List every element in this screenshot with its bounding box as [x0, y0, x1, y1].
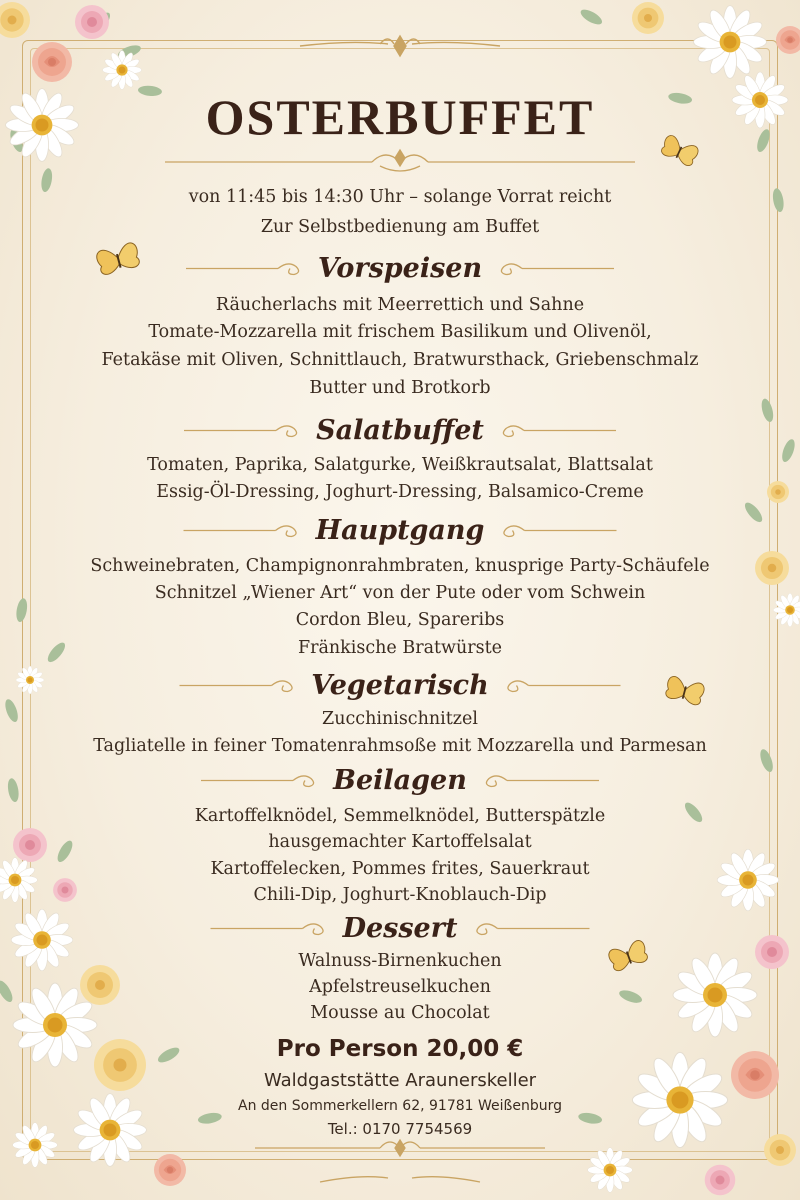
menu-item: Apfelstreuselkuchen — [309, 977, 491, 997]
section-heading-dessert: Dessert — [342, 913, 458, 944]
menu-item: Tomate-Mozzarella mit frischem Basilikum und Olivenöl, — [148, 322, 652, 342]
price-per-person: Pro Person 20,00 € — [276, 1036, 524, 1062]
service-note: Zur Selbstbedienung am Buffet — [260, 217, 540, 237]
page-title: OSTERBUFFET — [205, 89, 595, 145]
menu-item: hausgemachter Kartoffelsalat — [268, 832, 532, 852]
venue-name: Waldgaststätte Araunerskeller — [263, 1070, 537, 1091]
section-heading-hauptgang: Hauptgang — [315, 515, 485, 546]
menu-item: Walnuss-Birnenkuchen — [298, 951, 502, 971]
menu-item: Essig-Öl-Dressing, Joghurt-Dressing, Balsamico-Creme — [156, 482, 644, 502]
section-heading-vegetarisch: Vegetarisch — [311, 670, 489, 701]
menu-item: Mousse au Chocolat — [310, 1003, 490, 1023]
menu-item: Tomaten, Paprika, Salatgurke, Weißkrautsalat, Blattsalat — [147, 455, 653, 475]
menu-item: Chili-Dip, Joghurt-Knoblauch-Dip — [253, 885, 547, 905]
menu-item: Kartoffelknödel, Semmelknödel, Butterspätzle — [194, 806, 606, 826]
menu-item: Zucchinischnitzel — [322, 709, 478, 729]
opening-hours: von 11:45 bis 14:30 Uhr – solange Vorrat reicht — [188, 187, 612, 207]
section-heading-salatbuffet: Salatbuffet — [316, 415, 484, 446]
menu-item: Kartoffelecken, Pommes frites, Sauerkraut — [210, 859, 590, 879]
menu-item: Schnitzel „Wiener Art“ von der Pute oder vom Schwein — [154, 583, 646, 603]
venue-address: An den Sommerkellern 62, 91781 Weißenburg — [238, 1098, 562, 1114]
menu-item: Schweinebraten, Champignonrahmbraten, knusprige Party-Schäufele — [90, 556, 710, 576]
section-heading-beilagen: Beilagen — [333, 765, 467, 796]
menu-item: Cordon Bleu, Spareribs — [295, 610, 505, 630]
menu-item: Räucherlachs mit Meerrettich und Sahne — [215, 295, 585, 315]
venue-phone: Tel.: 0170 7754569 — [327, 1120, 473, 1138]
menu-item: Tagliatelle in feiner Tomatenrahmsoße mit Mozzarella und Parmesan — [93, 736, 707, 756]
menu-item: Fränkische Bratwürste — [297, 638, 503, 658]
menu-item: Butter und Brotkorb — [309, 378, 491, 398]
section-heading-vorspeisen: Vorspeisen — [317, 253, 483, 284]
menu-item: Fetakäse mit Oliven, Schnittlauch, Bratwursthack, Griebenschmalz — [101, 350, 699, 370]
